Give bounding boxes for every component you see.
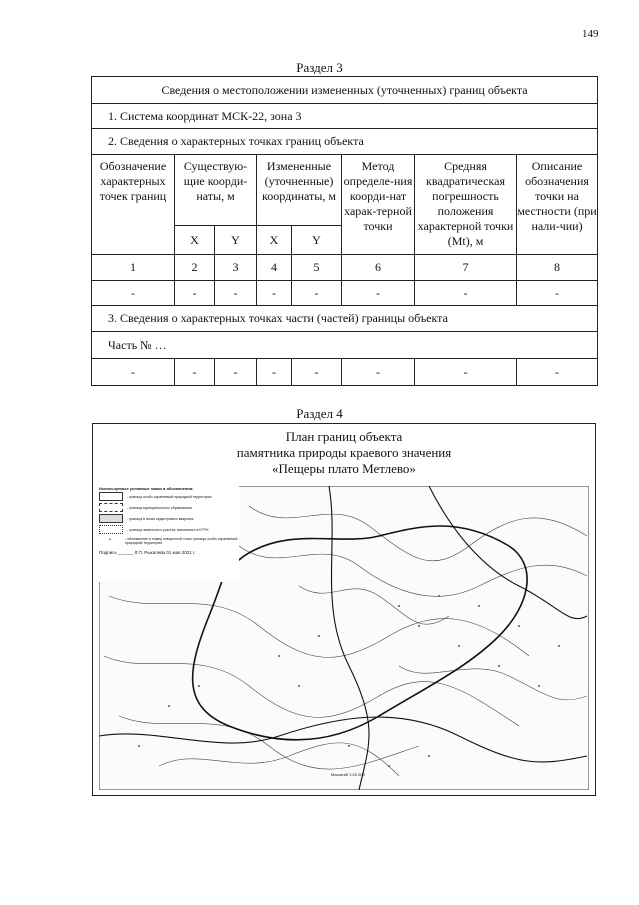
map-scale: Масштаб 1:20 000 (331, 772, 365, 777)
table-cell: - (175, 281, 215, 306)
table-cell: - (517, 359, 598, 386)
table-header: Сведения о местоположении измененных (уточненных) границ объекта (92, 77, 598, 104)
col-error: Средняя квадратическая погрешность положения характерной точки (Mt), м (415, 155, 517, 255)
table-cell: - (257, 359, 292, 386)
points-section-title: 2. Сведения о характерных точках границ объекта (92, 129, 598, 155)
plan-title-line: «Пещеры плато Метлево» (272, 461, 416, 476)
column-number: 1 (92, 255, 175, 281)
legend-text: - обозначение и номер поворотной точки границы особо охраняемой природной территории (125, 536, 238, 545)
legend-item (99, 513, 239, 524)
part-points-title: 3. Сведения о характерных точках части (частей) границы объекта (92, 306, 598, 332)
section-4-title: Раздел 4 (296, 406, 343, 421)
legend-text: - граница особо охраняемой природной территории (127, 494, 212, 499)
section-3-title: Раздел 3 (296, 60, 343, 75)
col-existing-x: X (175, 226, 215, 255)
table-cell: - (215, 281, 257, 306)
col-existing-y: Y (215, 226, 257, 255)
table-cell: - (517, 281, 598, 306)
plan-title (93, 429, 595, 477)
section-3-table (91, 76, 598, 386)
column-number: 5 (292, 255, 342, 281)
table-cell: - (92, 281, 175, 306)
municipal-boundary-icon (99, 503, 123, 512)
map-legend (99, 486, 239, 582)
column-number: 8 (517, 255, 598, 281)
col-method: Метод определе-ния коорди-нат харак-терной точки (342, 155, 415, 255)
boundary-symbol-icon (99, 492, 123, 501)
table-cell: - (175, 359, 215, 386)
column-numbers-row (92, 255, 598, 281)
column-number: 2 (175, 255, 215, 281)
coordinate-system: 1. Система координат МСК-22, зона 3 (92, 104, 598, 129)
cadastral-block-icon (99, 514, 123, 523)
col-updated-coords: Измененные (уточненные) координаты, м (257, 155, 342, 226)
table-cell: - (415, 359, 517, 386)
legend-text: - граница в зонах кадастрового квартала (127, 516, 194, 521)
legend-item (99, 524, 239, 535)
column-number: 3 (215, 255, 257, 281)
table-cell: - (215, 359, 257, 386)
plan-title-line: План границ объекта (285, 429, 403, 444)
topographic-map (99, 486, 589, 790)
col-updated-y: Y (292, 226, 342, 255)
page-number: 149 (582, 28, 599, 40)
boundary-plan (92, 423, 596, 796)
table-cell: - (257, 281, 292, 306)
table-cell: - (292, 359, 342, 386)
turning-point-icon: • (109, 537, 111, 543)
table-cell: - (292, 281, 342, 306)
table-cell: - (342, 281, 415, 306)
table-cell: - (342, 359, 415, 386)
col-description: Описание обозначения точки на местности (при нали-чии) (517, 155, 598, 255)
signature-line: Подпись ______ Л.П. Рыкалева 01 мая 2021 г. (99, 550, 196, 555)
col-point-designation: Обозначение характерных точек границ (92, 155, 175, 255)
plan-title-line: памятника природы краевого значения (236, 445, 452, 460)
column-number: 6 (342, 255, 415, 281)
legend-text: - граница муниципального образования (127, 505, 192, 510)
legend-heading: Используемые условные знаки и обозначения: (99, 486, 194, 491)
column-number: 7 (415, 255, 517, 281)
col-updated-x: X (257, 226, 292, 255)
legend-text: - граница земельного участка, внесенного в ЕГРН (127, 527, 209, 532)
col-existing-coords: Существую-щие коорди-наты, м (175, 155, 257, 226)
land-plot-icon (99, 525, 123, 534)
table-cell: - (92, 359, 175, 386)
table-row (92, 281, 598, 306)
part-label: Часть № … (92, 332, 598, 359)
column-number: 4 (257, 255, 292, 281)
table-cell: - (415, 281, 517, 306)
legend-item (99, 535, 239, 546)
legend-item (99, 502, 239, 513)
legend-item (99, 491, 239, 502)
table-row (92, 359, 598, 386)
